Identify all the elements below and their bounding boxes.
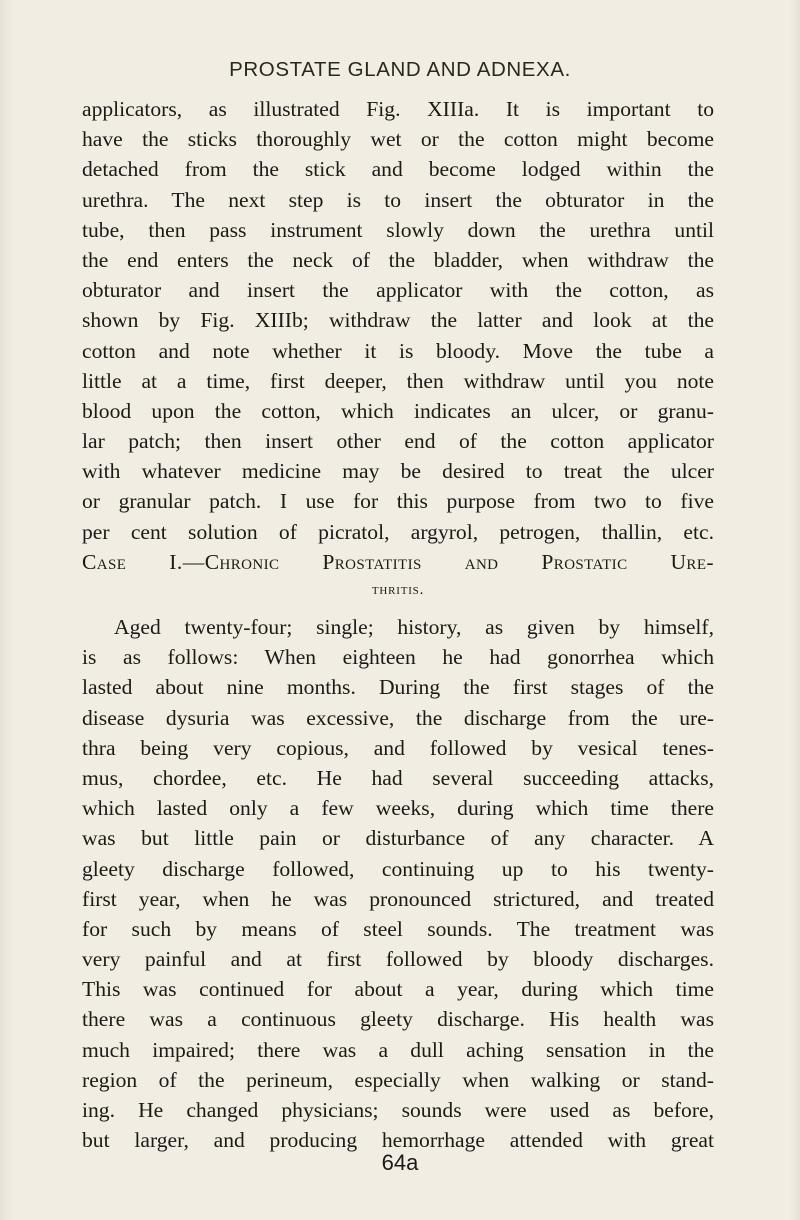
text-line: This was continued for about a year, during which time bbox=[82, 977, 714, 1002]
text-line: with whatever medicine may be desired to treat the ulcer bbox=[82, 459, 714, 484]
text-line: per cent solution of picratol, argyrol, petrogen, thallin, etc. bbox=[82, 519, 714, 544]
text-line: lar patch; then insert other end of the cotton applicator bbox=[82, 429, 714, 454]
text-line: Aged twenty-four; single; history, as given by himself, bbox=[114, 615, 714, 639]
text-line: which lasted only a few weeks, during which time there bbox=[82, 796, 714, 821]
text-line: ing. He changed physicians; sounds were used as before, bbox=[82, 1098, 714, 1122]
running-head: PROSTATE GLAND AND ADNEXA. bbox=[229, 58, 571, 81]
text-line: applicators, as illustrated Fig. XIIIa. It is important to bbox=[82, 97, 714, 121]
paragraph-1 bbox=[82, 94, 714, 547]
text-line: detached from the stick and become lodged within the bbox=[82, 157, 714, 182]
text-line: lasted about nine months. During the first stages of the bbox=[82, 675, 714, 700]
text-line: shown by Fig. XIIIb; withdraw the latter and look at the bbox=[82, 308, 714, 333]
text-line: was but little pain or disturbance of any character. A bbox=[82, 826, 714, 851]
text-line: there was a continuous gleety discharge. His health was bbox=[82, 1007, 714, 1032]
text-line: blood upon the cotton, which indicates an ulcer, or granu- bbox=[82, 398, 714, 423]
text-line: very painful and at first followed by bloody discharges. bbox=[82, 947, 714, 972]
paragraph-2 bbox=[82, 612, 714, 1155]
text-line: is as follows: When eighteen he had gonorrhea which bbox=[82, 645, 714, 670]
text-line: little at a time, first deeper, then withdraw until you note bbox=[82, 368, 714, 393]
page-number: 64a bbox=[381, 1150, 419, 1175]
text-line: thra being very copious, and followed by vesical tenes- bbox=[82, 735, 714, 760]
text-line: tube, then pass instrument slowly down the urethra until bbox=[82, 217, 714, 242]
text-line: urethra. The next step is to insert the obturator in the bbox=[82, 187, 714, 212]
text-line: region of the perineum, especially when walking or stand- bbox=[82, 1067, 714, 1092]
text-line: gleety discharge followed, continuing up to his twenty- bbox=[82, 856, 714, 881]
case-heading-line: Case I.—Chronic Prostatitis and Prostatic Ure- bbox=[82, 549, 714, 574]
text-line: for such by means of steel sounds. The treatment was bbox=[82, 916, 714, 941]
case-heading-continuation: thritis. bbox=[371, 582, 425, 598]
text-line: but larger, and producing hemorrhage attended with great bbox=[82, 1128, 714, 1153]
text-line: the end enters the neck of the bladder, when withdraw the bbox=[82, 247, 714, 272]
body-text bbox=[82, 94, 714, 1155]
text-line: cotton and note whether it is bloody. Move the tube a bbox=[82, 338, 714, 363]
text-line: mus, chordee, etc. He had several succeeding attacks, bbox=[82, 765, 714, 790]
text-line: have the sticks thoroughly wet or the cotton might become bbox=[82, 127, 714, 152]
text-line: or granular patch. I use for this purpose from two to five bbox=[82, 489, 714, 514]
text-line: obturator and insert the applicator with the cotton, as bbox=[82, 278, 714, 303]
text-line: first year, when he was pronounced strictured, and treated bbox=[82, 886, 714, 911]
case-heading bbox=[82, 547, 714, 604]
text-line: much impaired; there was a dull aching sensation in the bbox=[82, 1037, 714, 1062]
text-line: disease dysuria was excessive, the discharge from the ure- bbox=[82, 705, 714, 730]
